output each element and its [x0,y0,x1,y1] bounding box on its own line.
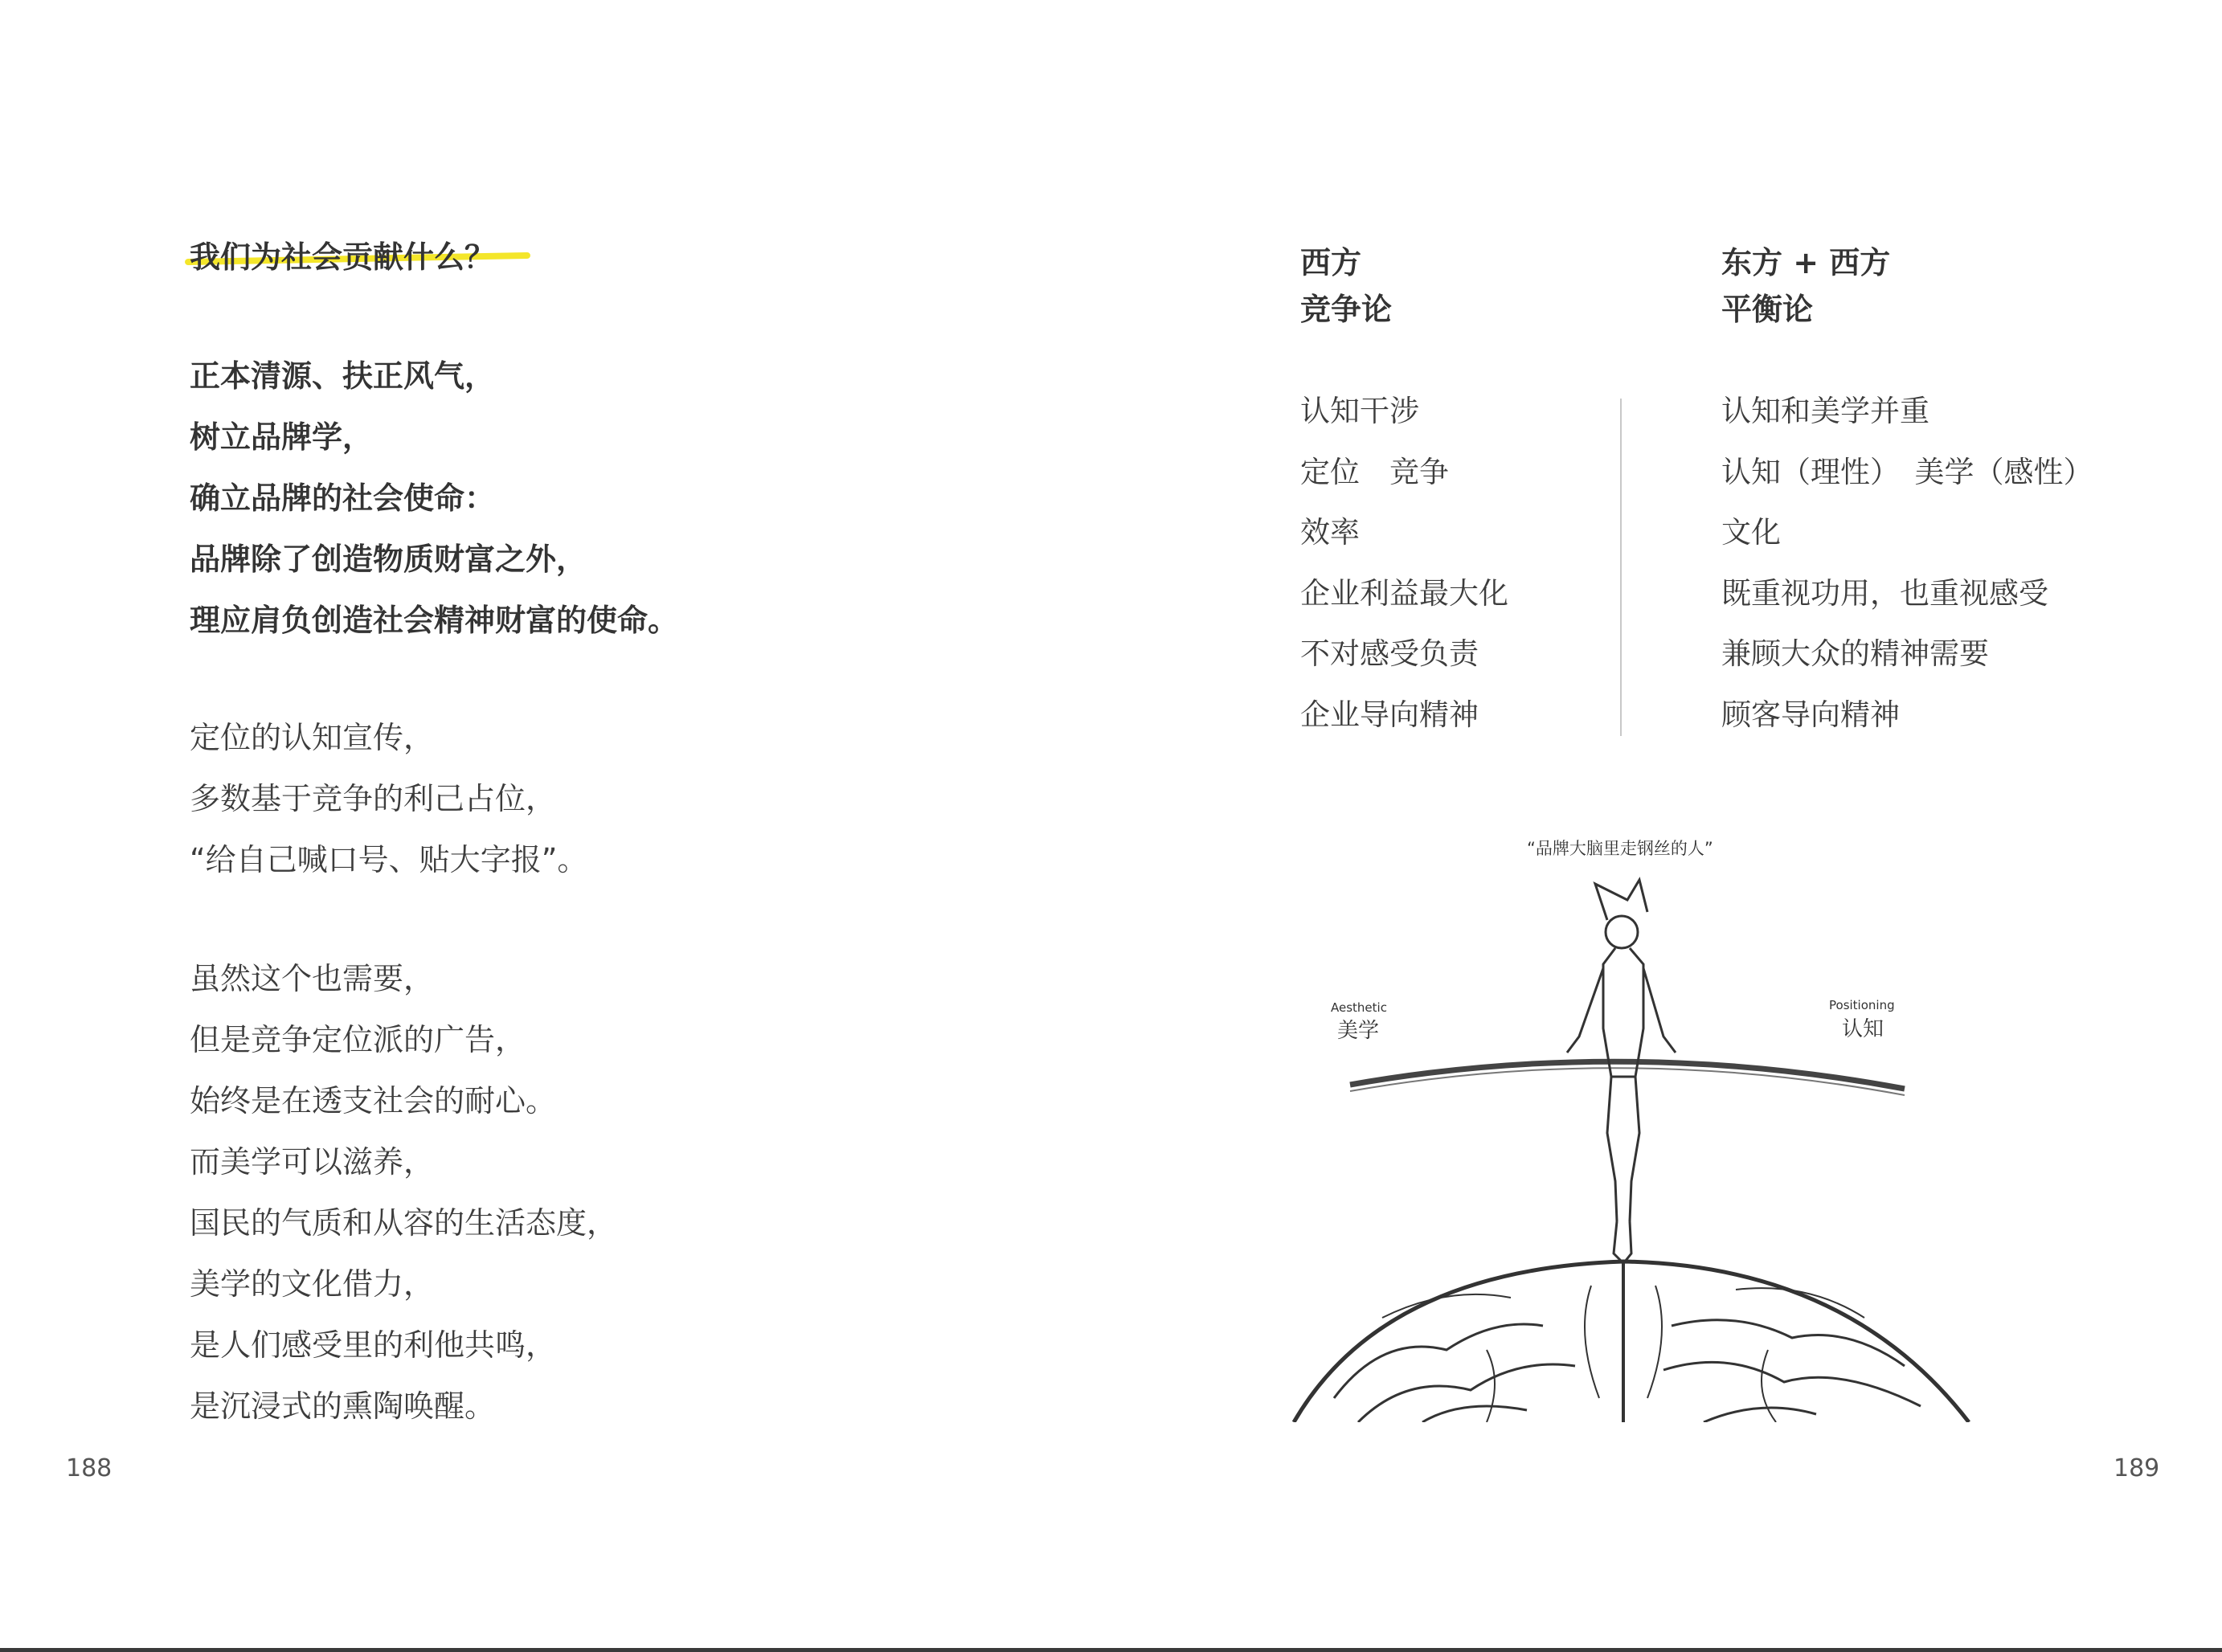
list-item: 企业利益最大化 [1300,575,1508,611]
west-list [1300,381,1508,745]
text-line: 是人们感受里的利他共鸣， [190,1327,557,1363]
list-item: 认知干涉 [1300,394,1419,428]
aesthetics-paragraph [190,948,617,1437]
list-item: 认知和美学并重 [1721,394,1929,428]
west-heading [1300,239,1392,333]
list-item: 兼顾大众的精神需要 [1721,636,1989,671]
positioning-label-en: Positioning [1829,998,1895,1012]
eastwest-list [1721,381,2093,745]
positioning-label-cn: 认知 [1842,1017,1884,1041]
brain-sketch [1294,1261,1969,1422]
text-line: 虽然这个也需要， [190,961,435,996]
aesthetic-label-cn: 美学 [1337,1019,1380,1043]
section-question [190,235,495,280]
text-line: 国民的气质和从容的生活态度， [190,1205,618,1241]
bold-line: 品牌除了创造物质财富之外， [190,542,587,577]
eastwest-heading [1721,239,1890,333]
list-item: 定位 竞争 [1300,454,1449,489]
positioning-paragraph [190,707,587,890]
jester-figure [1567,880,1676,1261]
page-number-right: 189 [2114,1454,2160,1482]
list-item: 不对感受负责 [1300,636,1479,671]
text-line: 多数基于竞争的利己占位， [190,781,557,816]
page-number-left: 188 [66,1454,113,1482]
question-heading: 我们为社会贡献什么？ [190,239,496,275]
illustration-caption: “品牌大脑里走钢丝的人” [1527,839,1713,858]
list-item: 既重视功用，也重视感受 [1721,575,2048,611]
bold-statement [190,346,678,651]
text-line: “给自己喊口号、贴大字报”。 [190,842,588,877]
list-item: 文化 [1721,515,1781,550]
balance-pole [1350,1061,1905,1089]
list-item: 顾客导向精神 [1721,697,1900,732]
list-item: 认知（理性） 美学（感性） [1721,454,2093,489]
bottom-border [0,1648,2222,1652]
text-line: 定位的认知宣传， [190,720,435,755]
bold-line: 正本清源、扶正风气， [190,358,496,394]
list-item: 效率 [1300,515,1360,550]
text-line: 始终是在透支社会的耐心。 [190,1083,557,1118]
tightrope-illustration [1286,836,1977,1422]
text-line: 美学的文化借力， [190,1266,435,1302]
bold-line: 确立品牌的社会使命： [190,480,496,516]
bold-line: 树立品牌学， [190,419,374,455]
west-subtitle: 竞争论 [1300,292,1393,327]
aesthetic-label-en: Aesthetic [1331,1000,1387,1015]
text-line: 但是竞争定位派的广告， [190,1022,526,1057]
eastwest-subtitle: 平衡论 [1721,292,1814,327]
eastwest-title: 东方 + 西方 [1721,245,1891,280]
list-item: 企业导向精神 [1300,697,1479,732]
text-line: 而美学可以滋养， [190,1144,435,1180]
text-line: 是沉浸式的熏陶唤醒。 [190,1388,496,1424]
column-divider [1620,399,1622,736]
west-title: 西方 [1300,245,1362,280]
bold-line: 理应肩负创造社会精神财富的使命。 [190,603,679,638]
tightrope-walker-sketch [1286,836,1977,1422]
